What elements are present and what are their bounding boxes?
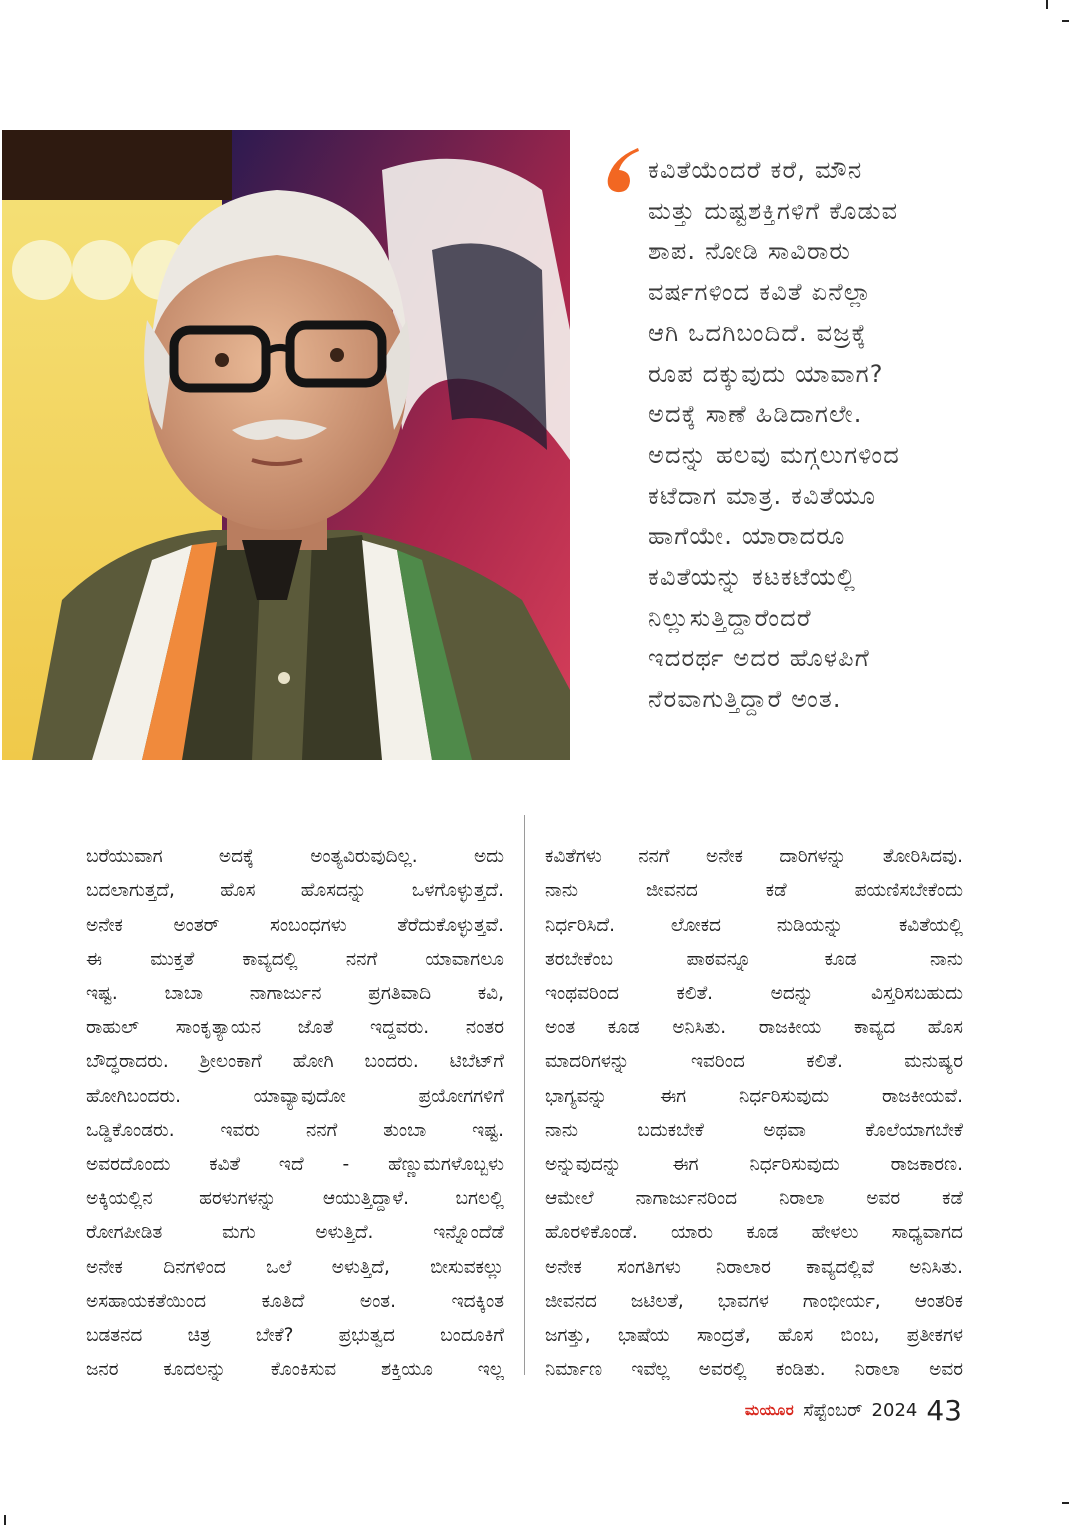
crop-mark-top-right (1046, 0, 1048, 9)
article-text-right: ಕವಿತೆಗಳು ನನಗೆ ಅನೇಕ ದಾರಿಗಳನ್ನು ತೋರಿಸಿದವು. ನಾನು ಜೀವನದ ಕಡೆ ಪಯಣಿಸಬೇಕೆಂದು ನಿರ್ಧರಿಸಿದೆ. ಲೋಕದ ನುಡಿಯನ್ನು ಕವಿತೆಯಲ್ಲಿ ತರಬೇಕೆಂಬ ಪಾಠವನ್ನೂ ಕೂಡ ನಾನು ಇಂಥವರಿಂದ ಕಲಿತೆ. ಅದನ್ನು ವಿಸ್ತರಿಸಬಹುದು ಅಂತ ಕೂಡ ಅನಿಸಿತು. ರಾಜಕೀಯ ಕಾವ್ಯದ ಹೊಸ ಮಾದರಿಗಳನ್ನು ಇವರಿಂದ ಕಲಿತೆ. ಮನುಷ್ಯರ ಭಾಗ್ಯವನ್ನು ಈಗ ನಿರ್ಧರಿಸುವುದು ರಾಜಕೀಯವೆ. ನಾನು ಬದುಕಬೇಕೆ ಅಥವಾ ಕೊಲೆಯಾಗಬೇಕೆ ಅನ್ನುವುದನ್ನು ಈಗ ನಿರ್ಧರಿಸುವುದು ರಾಜಕಾರಣ. ಆಮೇಲೆ ನಾಗಾರ್ಜುನರಿಂದ ನಿರಾಲಾ ಅವರ ಕಡೆ ಹೊರಳಿಕೊಂಡೆ. ಯಾರು ಕೂಡ ಹೇಳಲು ಸಾಧ್ಯವಾಗದ ಅನೇಕ ಸಂಗತಿಗಳು ನಿರಾಲಾರ ಕಾವ್ಯದಲ್ಲಿವೆ ಅನಿಸಿತು. ಜೀವನದ ಜಟಿಲತೆ, ಭಾವಗಳ ಗಾಂಭೀರ್ಯ, ಆಂತರಿಕ ಜಗತ್ತು, ಭಾಷೆಯ ಸಾಂದ್ರತೆ, ಹೊಸ ಬಿಂಬ, ಪ್ರತೀಕಗಳ ನಿರ್ಮಾಣ ಇವೆಲ್ಲ ಅವರಲ್ಲಿ ಕಂಡಿತು. ನಿರಾಲಾ ಅವರ (545, 846, 963, 1381)
page-footer (745, 1392, 962, 1428)
page-number: 43 (926, 1393, 962, 1427)
column-divider (524, 815, 525, 1375)
article-text-left: ಬರೆಯುವಾಗ ಅದಕ್ಕೆ ಅಂತ್ಯವಿರುವುದಿಲ್ಲ. ಅದು ಬದಲಾಗುತ್ತದೆ, ಹೊಸ ಹೊಸದನ್ನು ಒಳಗೊಳ್ಳುತ್ತದೆ. ಅನೇಕ ಅಂತರ್ ಸಂಬಂಧಗಳು ತೆರೆದುಕೊಳ್ಳುತ್ತವೆ. ಈ ಮುಕ್ತತೆ ಕಾವ್ಯದಲ್ಲಿ ನನಗೆ ಯಾವಾಗಲೂ ಇಷ್ಟ. ಬಾಬಾ ನಾಗಾರ್ಜುನ ಪ್ರಗತಿವಾದಿ ಕವಿ, ರಾಹುಲ್ ಸಾಂಕೃತ್ಯಾಯನ ಜೊತೆ ಇದ್ದವರು. ನಂತರ ಬೌದ್ಧರಾದರು. ಶ್ರೀಲಂಕಾಗೆ ಹೋಗಿ ಬಂದರು. ಟಿಬೆಟ್‌ಗೆ ಹೋಗಿಬಂದರು. ಯಾವ್ಯಾವುದೋ ಪ್ರಯೋಗಗಳಿಗೆ ಒಡ್ಡಿಕೊಂಡರು. ಇವರು ನನಗೆ ತುಂಬಾ ಇಷ್ಟ. ಅವರದೊಂದು ಕವಿತೆ ಇದೆ - ಹೆಣ್ಣುಮಗಳೊಬ್ಬಳು ಅಕ್ಕಿಯಲ್ಲಿನ ಹರಳುಗಳನ್ನು ಆಯುತ್ತಿದ್ದಾಳೆ. ಬಗಲಲ್ಲಿ ರೋಗಪೀಡಿತ ಮಗು ಅಳುತ್ತಿದೆ. ಇನ್ನೊಂದೆಡೆ ಅನೇಕ ದಿನಗಳಿಂದ ಒಲೆ ಅಳುತ್ತಿದೆ, ಬೀಸುವಕಲ್ಲು ಅಸಹಾಯಕತೆಯಿಂದ ಕೂತಿದೆ ಅಂತ. ಇದಕ್ಕಿಂತ ಬಡತನದ ಚಿತ್ರ ಬೇಕೆ? ಪ್ರಭುತ್ವದ ಬಂದೂಕಿಗೆ ಜನರ ಕೂದಲನ್ನು ಕೊಂಕಿಸುವ ಶಕ್ತಿಯೂ ಇಲ್ಲ (86, 846, 504, 1381)
crop-mark-bottom-left (4, 1515, 6, 1525)
pull-quote (605, 150, 985, 720)
pull-quote-text: ಕವಿತೆಯೆಂದರೆ ಕರೆ, ಮೌನ ಮತ್ತು ದುಷ್ಟಶಕ್ತಿಗಳಿಗೆ ಕೊಡುವ ಶಾಪ. ನೋಡಿ ಸಾವಿರಾರು ವರ್ಷಗಳಿಂದ ಕವಿತೆ ಏನೆಲ್ಲಾ ಆಗಿ ಒದಗಿಬಂದಿದೆ. ವಜ್ರಕ್ಕೆ ರೂಪ ದಕ್ಕುವುದು ಯಾವಾಗ? ಅದಕ್ಕೆ ಸಾಣೆ ಹಿಡಿದಾಗಲೇ. ಅದನ್ನು ಹಲವು ಮಗ್ಗಲುಗಳಿಂದ ಕಟೆದಾಗ ಮಾತ್ರ. ಕವಿತೆಯೂ ಹಾಗೆಯೇ. ಯಾರಾದರೂ ಕವಿತೆಯನ್ನು ಕಟಕಟೆಯಲ್ಲಿ ನಿಲ್ಲುಸುತ್ತಿದ್ದಾರೆಂದರೆ ಇದರರ್ಥ ಅದರ ಹೊಳಪಿಗೆ ನೆರವಾಗುತ್ತಿದ್ದಾರೆ ಅಂತ. (648, 156, 900, 714)
quote-mark-icon (605, 148, 641, 194)
article-column-right (545, 806, 963, 1381)
crop-mark-right-upper (1062, 20, 1069, 22)
magazine-logo: ಮಯೂರ (744, 1401, 795, 1419)
crop-mark-right-lower (1062, 1502, 1069, 1504)
article-column-left (86, 806, 504, 1381)
issue-year: 2024 (871, 1399, 918, 1421)
portrait-photo (2, 130, 570, 760)
issue-month: ಸೆಪ್ಟೆಂಬರ್ (803, 1399, 863, 1421)
